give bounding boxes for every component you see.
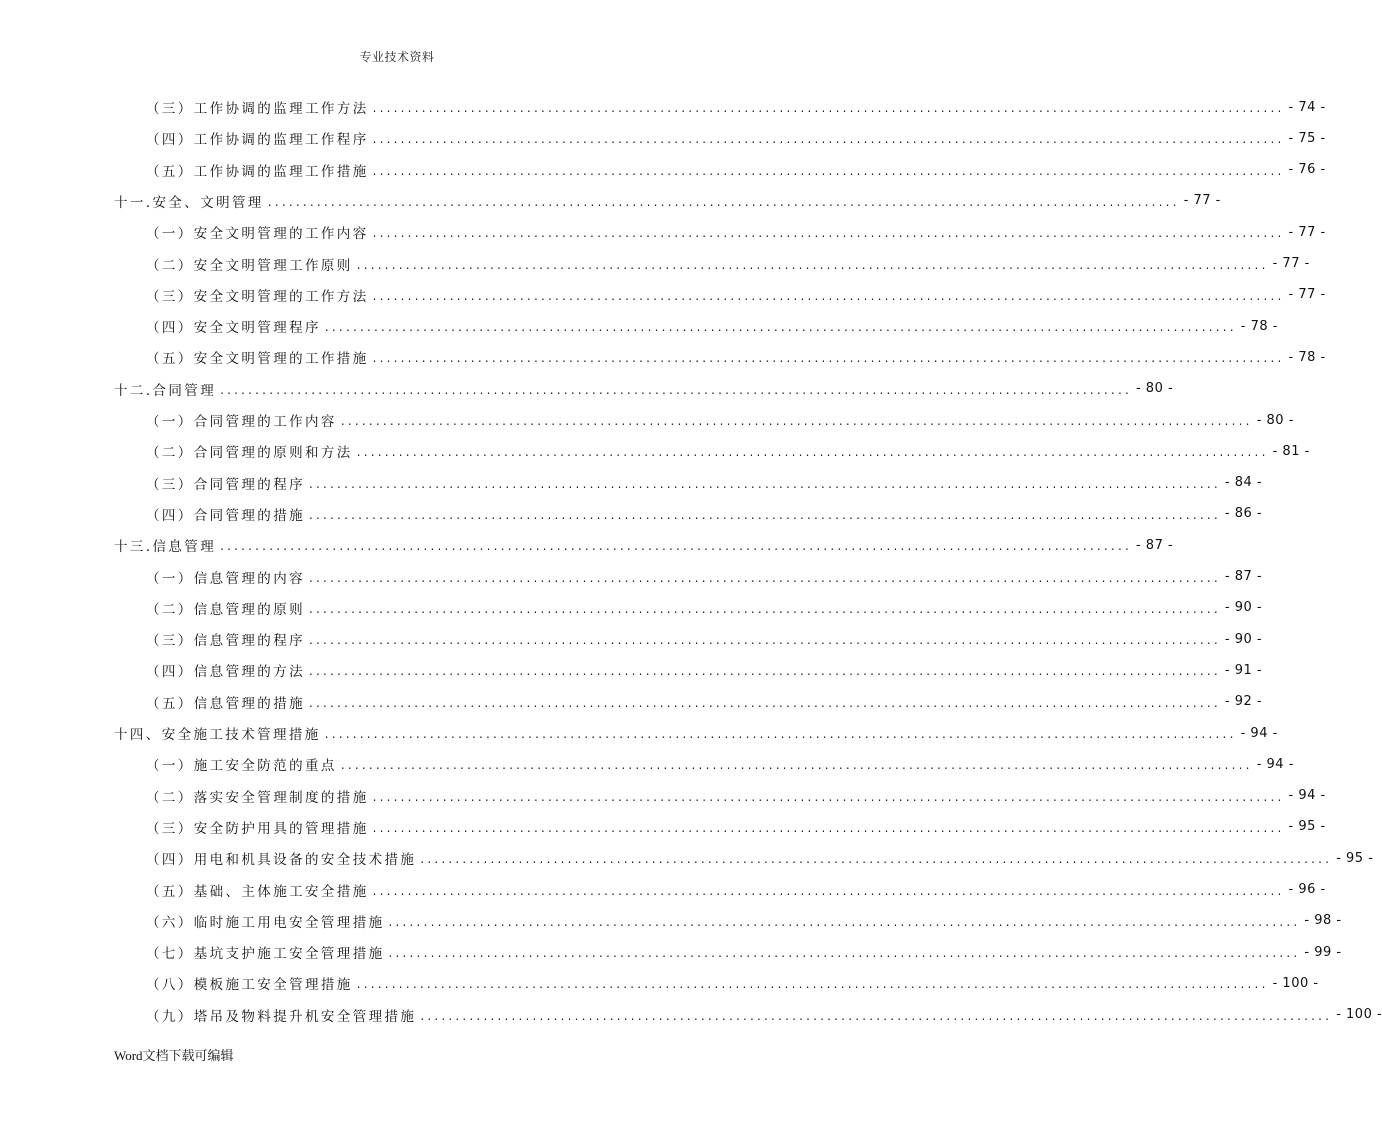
toc-page-number: - 77 -	[1288, 287, 1326, 303]
toc-entry[interactable]	[146, 626, 1263, 652]
toc-entry[interactable]	[146, 908, 1342, 934]
toc-page-number: - 86 -	[1224, 506, 1263, 522]
toc-entry[interactable]	[146, 344, 1326, 370]
toc-entry-title: （八）模板施工安全管理措施	[146, 977, 353, 994]
toc-entry[interactable]	[146, 438, 1310, 464]
page-footer: Word文档下载可编辑	[114, 1048, 234, 1063]
toc-dot-leader: ..................................................................................................................................	[220, 539, 1132, 554]
toc-entry[interactable]	[146, 470, 1263, 496]
toc-page-number: - 90 -	[1224, 600, 1263, 616]
toc-page-number: - 84 -	[1224, 475, 1263, 491]
toc-dot-leader: ..................................................................................................................................	[372, 288, 1285, 303]
toc-entry-title: （三）信息管理的程序	[146, 633, 305, 650]
toc-entry-title: （九）塔吊及物料提升机安全管理措施	[146, 1008, 417, 1025]
toc-entry[interactable]	[146, 282, 1326, 308]
toc-page-number: - 94 -	[1256, 756, 1294, 772]
toc-dot-leader: ..................................................................................................................................	[420, 852, 1333, 867]
toc-page-number: - 96 -	[1288, 882, 1326, 897]
toc-entry[interactable]	[146, 407, 1294, 433]
toc-page-number: - 90 -	[1224, 631, 1263, 647]
toc-entry[interactable]	[146, 939, 1342, 965]
toc-page-number: - 76 -	[1288, 162, 1326, 178]
toc-entry-title: （四）工作协调的监理工作程序	[146, 132, 369, 149]
toc-entry[interactable]	[146, 219, 1326, 245]
toc-entry[interactable]	[146, 157, 1326, 183]
toc-page-number: - 95 -	[1288, 819, 1326, 835]
toc-entry-title: （四）用电和机具设备的安全技术措施	[146, 852, 417, 869]
toc-page-number: - 92 -	[1224, 694, 1263, 710]
toc-entry-title: （四）安全文明管理程序	[146, 320, 321, 337]
toc-dot-leader: ..................................................................................................................................	[372, 101, 1285, 115]
toc-page-number: - 100 -	[1272, 975, 1319, 991]
toc-entry-title: （六）临时施工用电安全管理措施	[146, 914, 385, 931]
toc-entry[interactable]	[146, 1002, 1382, 1028]
toc-page-number: - 78 -	[1240, 318, 1278, 334]
toc-entry-title: （二）安全文明管理工作原则	[146, 257, 353, 274]
page-header: 专业技术资料	[359, 50, 435, 64]
toc-page-number: - 91 -	[1224, 662, 1263, 678]
toc-entry[interactable]	[146, 689, 1263, 715]
toc-dot-leader: ..................................................................................................................................	[309, 633, 1221, 648]
toc-dot-leader: ..................................................................................................................................	[267, 194, 1180, 209]
toc-page-number: - 77 -	[1183, 193, 1221, 209]
toc-entry[interactable]	[146, 970, 1319, 996]
toc-page-number: - 95 -	[1336, 850, 1374, 866]
toc-dot-leader: ..................................................................................................................................	[420, 1008, 1333, 1023]
toc-page-number: - 77 -	[1288, 224, 1326, 240]
toc-dot-leader: ..................................................................................................................................	[309, 476, 1221, 491]
toc-entry-title: （三）安全文明管理的工作方法	[146, 288, 369, 305]
toc-dot-leader: ..................................................................................................................................	[309, 695, 1221, 710]
toc-dot-leader: ..................................................................................................................................	[220, 382, 1132, 397]
toc-entry[interactable]	[146, 251, 1310, 277]
toc-dot-leader: ..................................................................................................................................	[372, 351, 1285, 366]
toc-entry-title: （一）施工安全防范的重点	[146, 758, 337, 775]
toc-entry[interactable]	[146, 877, 1326, 903]
toc-dot-leader: ..................................................................................................................................	[372, 132, 1285, 147]
toc-entry-title: （五）信息管理的措施	[146, 695, 305, 712]
toc-entry-title: 十三.信息管理	[114, 539, 217, 556]
toc-entry-title: （二）合同管理的原则和方法	[146, 445, 353, 462]
toc-dot-leader: ..................................................................................................................................	[309, 601, 1221, 616]
toc-entry[interactable]	[146, 125, 1326, 151]
toc-entry-title: （一）安全文明管理的工作内容	[146, 226, 369, 243]
toc-dot-leader: ..................................................................................................................................	[372, 163, 1285, 178]
toc-entry[interactable]	[146, 595, 1263, 621]
toc-dot-leader: ..................................................................................................................................	[372, 820, 1285, 835]
toc-dot-leader: ..................................................................................................................................	[324, 320, 1237, 335]
toc-entry[interactable]	[114, 720, 1278, 746]
toc-dot-leader: ..................................................................................................................................	[309, 664, 1221, 679]
toc-entry[interactable]	[146, 845, 1374, 871]
toc-entry[interactable]	[146, 751, 1294, 777]
toc-entry[interactable]	[146, 94, 1326, 120]
toc-entry[interactable]	[146, 501, 1263, 527]
toc-page-number: - 78 -	[1288, 349, 1326, 365]
toc-dot-leader: ..................................................................................................................................	[356, 257, 1269, 272]
toc-page-number: - 75 -	[1288, 130, 1326, 146]
toc-entry[interactable]	[114, 532, 1174, 558]
toc-dot-leader: ..................................................................................................................................	[309, 507, 1221, 522]
toc-entry-title: （四）信息管理的方法	[146, 664, 305, 681]
toc-entry-title: 十四、安全施工技术管理措施	[114, 727, 321, 743]
toc-page-number: - 98 -	[1304, 913, 1342, 929]
toc-entry-title: （五）工作协调的监理工作措施	[146, 163, 369, 180]
toc-dot-leader: ..................................................................................................................................	[356, 445, 1269, 460]
toc-entry-title: （五）基础、主体施工安全措施	[146, 883, 369, 900]
toc-page-number: - 94 -	[1240, 725, 1278, 741]
toc-dot-leader: ..................................................................................................................................	[388, 914, 1301, 929]
toc-entry[interactable]	[146, 814, 1326, 840]
toc-entry[interactable]	[146, 313, 1278, 339]
toc-dot-leader: ..................................................................................................................................	[372, 789, 1285, 804]
toc-entry[interactable]	[114, 188, 1221, 214]
toc-entry-title: （三）工作协调的监理工作方法	[146, 101, 369, 117]
toc-entry-title: （四）合同管理的措施	[146, 507, 305, 524]
toc-entry[interactable]	[146, 564, 1263, 590]
toc-dot-leader: ..................................................................................................................................	[388, 946, 1301, 961]
toc-entry[interactable]	[146, 783, 1326, 809]
toc-entry[interactable]	[114, 376, 1174, 402]
toc-entry-title: （五）安全文明管理的工作措施	[146, 351, 369, 368]
toc-entry[interactable]	[146, 657, 1263, 683]
toc-entry-title: （三）安全防护用具的管理措施	[146, 820, 369, 837]
toc-entry-title: （二）落实安全管理制度的措施	[146, 789, 369, 806]
toc-entry-title: （一）合同管理的工作内容	[146, 414, 337, 430]
toc-page-number: - 80 -	[1135, 381, 1174, 397]
toc-page-number: - 94 -	[1288, 788, 1326, 804]
toc-dot-leader: ..................................................................................................................................	[324, 727, 1237, 741]
toc-page-number: - 77 -	[1272, 256, 1310, 271]
toc-dot-leader: ..................................................................................................................................	[372, 226, 1285, 241]
toc-dot-leader: ..................................................................................................................................	[356, 977, 1269, 992]
toc-entry-title: （七）基坑支护施工安全管理措施	[146, 946, 385, 963]
toc-dot-leader: ..................................................................................................................................	[340, 414, 1253, 428]
toc-dot-leader: ..................................................................................................................................	[309, 570, 1221, 585]
toc-page-number: - 87 -	[1224, 569, 1263, 584]
toc-page-number: - 99 -	[1304, 944, 1342, 960]
toc-dot-leader: ..................................................................................................................................	[340, 758, 1253, 773]
toc-page-number: - 100 -	[1336, 1007, 1382, 1023]
toc-entry-title: 十一.安全、文明管理	[114, 194, 264, 211]
toc-entry-title: （三）合同管理的程序	[146, 476, 305, 493]
toc-entry-title: （二）信息管理的原则	[146, 601, 305, 618]
toc-entry-title: （一）信息管理的内容	[146, 570, 305, 587]
toc-dot-leader: ..................................................................................................................................	[372, 883, 1285, 898]
toc-page-number: - 87 -	[1135, 537, 1174, 553]
toc-page-number: - 80 -	[1256, 412, 1294, 428]
toc-page-number: - 74 -	[1288, 99, 1326, 115]
toc-entry-title: 十二.合同管理	[114, 382, 217, 399]
toc-page-number: - 81 -	[1272, 443, 1310, 459]
